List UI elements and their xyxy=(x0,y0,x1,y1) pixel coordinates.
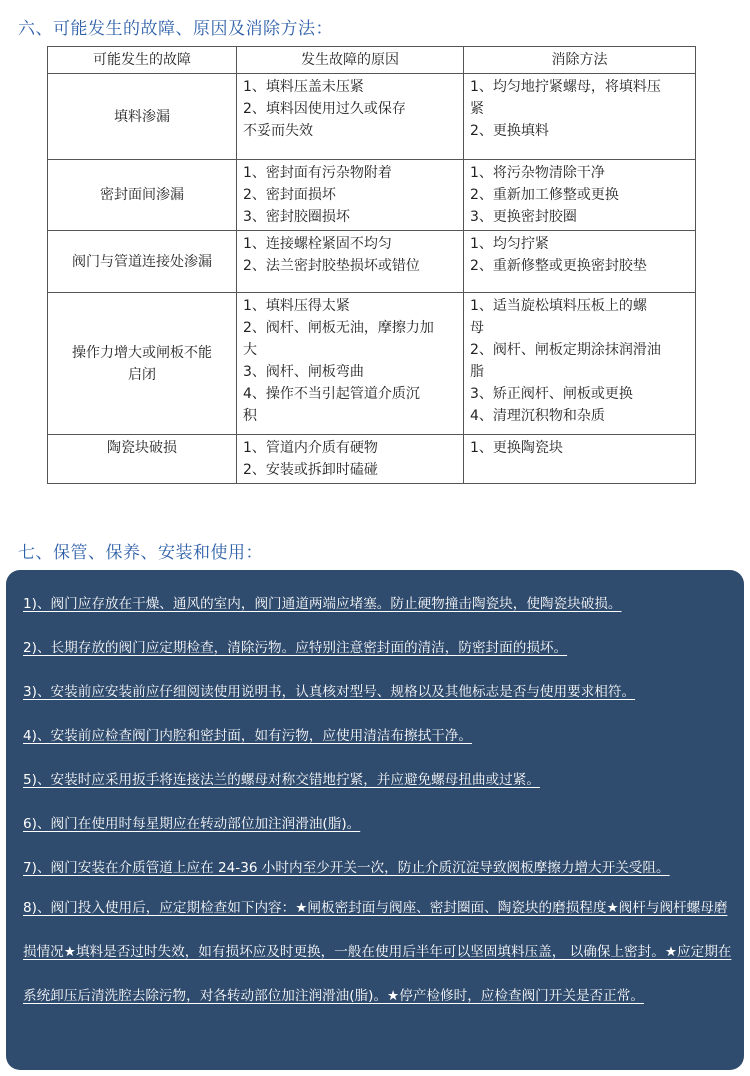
cause-cell: 1、填料压盖未压紧 2、填料因使用过久或保存 不妥而失效 xyxy=(237,74,464,160)
fault-cell: 操作力增大或闸板不能 启闭 xyxy=(48,293,237,435)
list-item: 4)、安装前应检查阀门内腔和密封面，如有污物，应使用清洁布擦拭干净。 xyxy=(23,728,472,744)
fault-table xyxy=(47,46,696,484)
list-item: 7)、阀门安装在介质管道上应在 24-36 小时内至少开关一次，防止介质沉淀导致阀板摩擦力增大开关受阻。 xyxy=(23,860,670,876)
table-row xyxy=(48,435,696,484)
list-item: 3)、安装前应安装前应仔细阅读使用说明书，认真核对型号、规格以及其他标志是否与使用要求相符。 xyxy=(23,684,636,700)
header-fault: 可能发生的故障 xyxy=(48,47,237,74)
header-cause: 发生故障的原因 xyxy=(237,47,464,74)
cause-cell: 1、管道内介质有硬物 2、安装或拆卸时磕碰 xyxy=(237,435,464,484)
section-7-title: 七、保管、保养、安装和使用： xyxy=(18,543,263,563)
list-item: 8)、阀门投入使用后，应定期检查如下内容：★闸板密封面与阀座、密封圈面、陶瓷块的磨损程度★阀杆与阀杆螺母磨损情况★填料是否过时失效，如有损坏应及时更换，一般在使用后半年可以坚固填料压盖， 以确保上密封。★应定期在系统卸压后清洗腔去除污物，对各转动部位加注润滑油(脂)。★停产检修时，应检查阀门开关是否正常。 xyxy=(23,900,732,1004)
remedy-cell: 1、均匀地拧紧螺母，将填料压 紧 2、更换填料 xyxy=(464,74,696,160)
table-row xyxy=(48,160,696,231)
fault-cell: 密封面间渗漏 xyxy=(48,160,237,231)
table-row xyxy=(48,231,696,293)
remedy-cell: 1、更换陶瓷块 xyxy=(464,435,696,484)
remedy-cell: 1、适当旋松填料压板上的螺 母 2、阀杆、闸板定期涂抹润滑油 脂 3、矫正阀杆、闸板或更换 4、清理沉积物和杂质 xyxy=(464,293,696,435)
fault-cell: 填料渗漏 xyxy=(48,74,237,160)
list-item: 6)、阀门在使用时每星期应在转动部位加注润滑油(脂)。 xyxy=(23,816,361,832)
section-6-title: 六、可能发生的故障、原因及消除方法： xyxy=(18,19,333,39)
table-row xyxy=(48,293,696,435)
remedy-cell: 1、将污杂物清除干净 2、重新加工修整或更换 3、更换密封胶圈 xyxy=(464,160,696,231)
list-item: 2)、长期存放的阀门应定期检查，清除污物。应特别注意密封面的清洁，防密封面的损坏。 xyxy=(23,640,568,656)
cause-cell: 1、连接螺栓紧固不均匀 2、法兰密封胶垫损坏或错位 xyxy=(237,231,464,293)
table-row xyxy=(48,74,696,160)
maintenance-panel xyxy=(6,570,744,1070)
table-header-row xyxy=(48,47,696,74)
remedy-cell: 1、均匀拧紧 2、重新修整或更换密封胶垫 xyxy=(464,231,696,293)
header-remedy: 消除方法 xyxy=(464,47,696,74)
fault-cell: 阀门与管道连接处渗漏 xyxy=(48,231,237,293)
cause-cell: 1、填料压得太紧 2、阀杆、闸板无油，摩擦力加 大 3、阀杆、闸板弯曲 4、操作不当引起管道介质沉 积 xyxy=(237,293,464,435)
cause-cell: 1、密封面有污杂物附着 2、密封面损坏 3、密封胶圈损坏 xyxy=(237,160,464,231)
list-item: 1)、阀门应存放在干燥、通风的室内，阀门通道两端应堵塞。防止硬物撞击陶瓷块，使陶瓷块破损。 xyxy=(23,596,622,612)
fault-cell: 陶瓷块破损 xyxy=(48,435,237,484)
list-item: 5)、安装时应采用扳手将连接法兰的螺母对称交错地拧紧，并应避免螺母扭曲或过紧。 xyxy=(23,772,540,788)
